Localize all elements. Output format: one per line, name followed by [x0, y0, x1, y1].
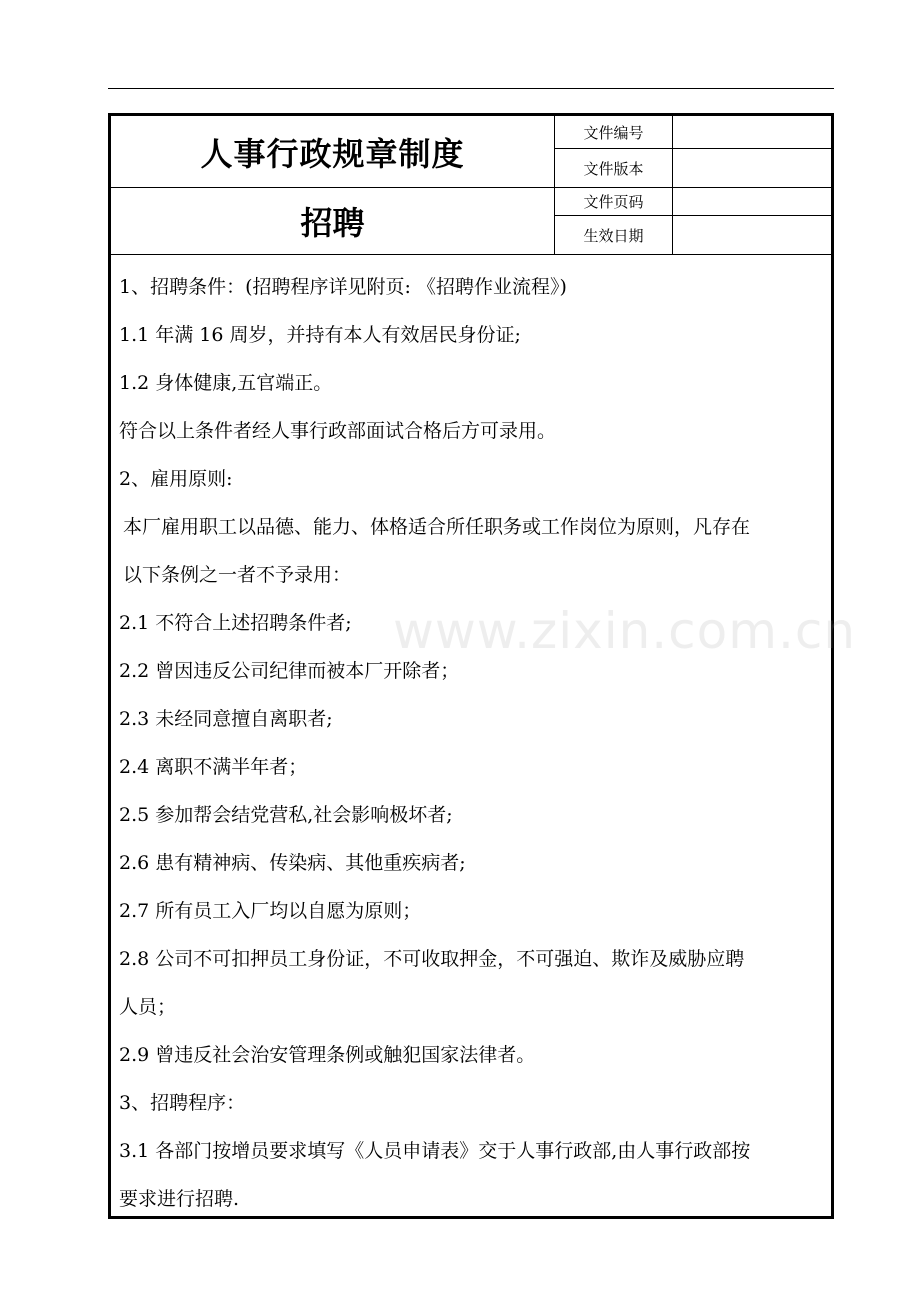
watermark: www.zixin.com.cn: [393, 602, 857, 660]
meta-value-doc-number: [673, 116, 831, 149]
section-1-note: 符合以上条件者经人事行政部面试合格后方可录用。: [119, 420, 557, 442]
document-header: [111, 116, 831, 255]
clause-1-1: 1.1 年满 16 周岁，并持有本人有效居民身份证;: [119, 324, 521, 346]
clause-2-1: 2.1 不符合上述招聘条件者;: [119, 612, 352, 634]
meta-value-page-number: [673, 188, 831, 216]
document-title: 人事行政规章制度: [111, 116, 555, 188]
meta-value-doc-version: [673, 149, 831, 188]
clause-2-2: 2.2 曾因违反公司纪律而被本厂开除者；: [119, 660, 460, 682]
meta-label-page-number: 文件页码: [555, 188, 673, 216]
document-body: [111, 255, 831, 1223]
clause-3-1-line-1: 3.1 各部门按增员要求填写《人员申请表》交于人事行政部,由人事行政部按: [119, 1140, 751, 1162]
section-1-heading: 1、招聘条件：(招聘程序详见附页: 《招聘作业流程》): [119, 276, 567, 298]
clause-1-2: 1.2 身体健康,五官端正。: [119, 372, 333, 394]
section-3-heading: 3、招聘程序：: [119, 1092, 246, 1114]
section-2-intro-line-1: 本厂雇用职工以品德、能力、体格适合所任职务或工作岗位为原则，凡存在: [123, 516, 751, 538]
clause-2-8-line-1: 2.8 公司不可扣押员工身份证，不可收取押金，不可强迫、欺诈及威胁应聘: [119, 948, 745, 970]
section-2-intro-line-2: 以下条例之一者不予录用：: [123, 564, 352, 586]
document-frame: [108, 113, 834, 1219]
meta-label-doc-number: 文件编号: [555, 116, 673, 149]
meta-label-doc-version: 文件版本: [555, 149, 673, 188]
clause-2-9: 2.9 曾违反社会治安管理条例或触犯国家法律者。: [119, 1044, 536, 1066]
clause-2-6: 2.6 患有精神病、传染病、其他重疾病者;: [119, 852, 466, 874]
clause-2-8-line-2: 人员；: [119, 996, 177, 1018]
clause-2-4: 2.4 离职不满半年者；: [119, 756, 308, 778]
meta-value-effective-date: [673, 216, 831, 254]
top-rule: [108, 88, 834, 89]
clause-2-7: 2.7 所有员工入厂均以自愿为原则；: [119, 900, 422, 922]
clause-2-5: 2.5 参加帮会结党营私,社会影响极坏者;: [119, 804, 453, 826]
clause-2-3: 2.3 未经同意擅自离职者;: [119, 708, 333, 730]
section-2-heading: 2、雇用原则:: [119, 468, 233, 490]
clause-3-1-line-2: 要求进行招聘.: [119, 1188, 240, 1210]
document-subtitle: 招聘: [111, 188, 555, 254]
meta-label-effective-date: 生效日期: [555, 216, 673, 254]
